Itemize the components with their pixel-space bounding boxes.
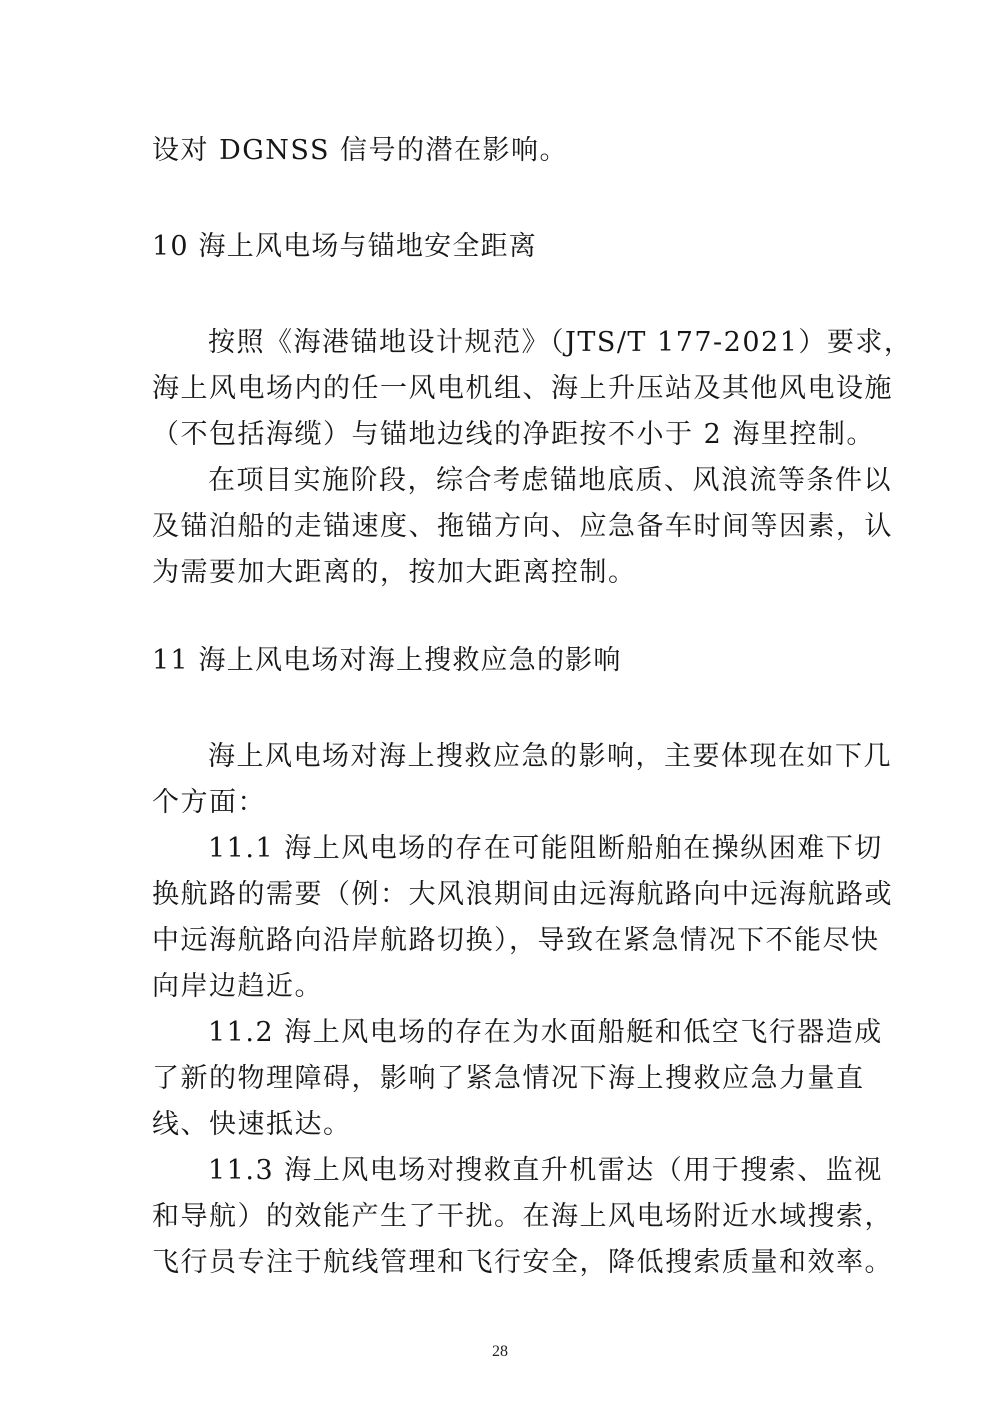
paragraph-line: 中远海航路向沿岸航路切换），导致在紧急情况下不能尽快 <box>152 925 880 956</box>
paragraph-line: 11.1 海上风电场的存在可能阻断船舶在操纵困难下切 <box>208 833 883 864</box>
paragraph-line: 飞行员专注于航线管理和飞行安全，降低搜索质量和效率。 <box>152 1247 893 1278</box>
paragraph-line: 为需要加大距离的，按加大距离控制。 <box>152 557 637 588</box>
paragraph-line: 11.2 海上风电场的存在为水面船艇和低空飞行器造成 <box>208 1017 883 1048</box>
section-10-heading: 10 海上风电场与锚地安全距离 <box>152 231 537 262</box>
paragraph-line: 个方面： <box>152 787 266 818</box>
paragraph-line: 海上风电场内的任一风电机组、海上升压站及其他风电设施 <box>152 373 893 404</box>
paragraph-line: 线、快速抵达。 <box>152 1109 352 1140</box>
paragraph-line: 换航路的需要（例：大风浪期间由远海航路向中远海航路或 <box>152 879 893 910</box>
paragraph-line: 在项目实施阶段，综合考虑锚地底质、风浪流等条件以 <box>208 465 892 496</box>
paragraph-line: （不包括海缆）与锚地边线的净距按不小于 2 海里控制。 <box>152 419 875 450</box>
paragraph-line: 了新的物理障碍，影响了紧急情况下海上搜救应急力量直 <box>152 1063 865 1094</box>
paragraph-line: 及锚泊船的走锚速度、拖锚方向、应急备车时间等因素，认 <box>152 511 893 542</box>
continuation-line: 设对 DGNSS 信号的潜在影响。 <box>152 135 569 166</box>
paragraph-line: 向岸边趋近。 <box>152 971 323 1002</box>
paragraph-line: 按照《海港锚地设计规范》（JTS/T 177-2021）要求， <box>208 327 913 358</box>
paragraph-line: 11.3 海上风电场对搜救直升机雷达（用于搜索、监视 <box>208 1155 883 1186</box>
section-11-heading: 11 海上风电场对海上搜救应急的影响 <box>152 645 622 676</box>
paragraph-line: 和导航）的效能产生了干扰。在海上风电场附近水域搜索， <box>152 1201 893 1232</box>
page-number: 28 <box>492 1343 508 1360</box>
paragraph-line: 海上风电场对海上搜救应急的影响，主要体现在如下几 <box>208 741 892 772</box>
